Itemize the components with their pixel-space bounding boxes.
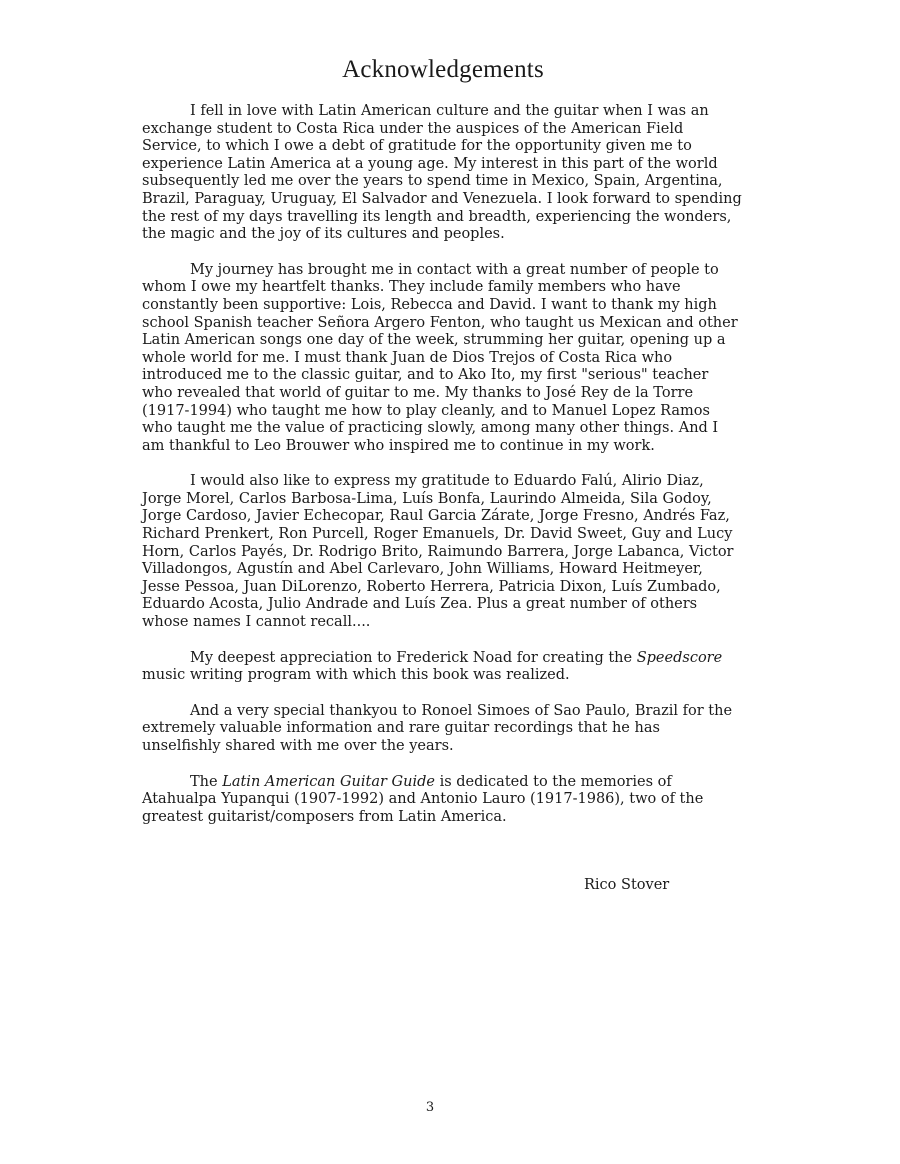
book-title: Latin American Guitar Guide [222, 773, 435, 790]
page-number: 3 [425, 1100, 435, 1115]
paragraph-intro: I fell in love with Latin American culture and the guitar when I was an exchange student to Costa Rica under the auspices of the American Field Service, to which I owe a debt of gratitude for the opportunity given me to experience Latin America at a young age. My interest in this part of the world subsequently led me over the years to spend time in Mexico, Spain, Argentina, Brazil, Paraguay, Uruguay, El Salvador and Venezuela. I look forward to spending the rest of my days travelling its length and breadth, experiencing the wonders, the magic and the joy of its cultures and peoples. [142, 103, 742, 243]
paragraph-special-thanks: And a very special thankyou to Ronoel Simoes of Sao Paulo, Brazil for the extremely valuable information and rare guitar recordings that he has unselfishly shared with me over the years. [142, 702, 733, 754]
paragraph-speedscore [142, 650, 742, 685]
paragraph-gratitude: I would also like to express my gratitude to Eduardo Falú, Alirio Diaz, Jorge Morel, Carlos Barbosa-Lima, Luís Bonfa, Laurindo Almeida, Sila Godoy, Jorge Cardoso, Javier Echecopar, Raul Garcia Zárate, Jorge Fresno, Andrés Faz, Richard Prenkert, Ron Purcell, Roger Emanuels, Dr. David Sweet, Guy and Lucy Horn, Carlos Payés, Dr. Rodrigo Brito, Raimundo Barrera, Jorge Labanca, Victor Villadongos, Agustín and Abel Carlevaro, John Williams, Howard Heitmeyer, Jesse Pessoa, Juan DiLorenzo, Roberto Herrera, Patricia Dixon, Luís Zumbado, Eduardo Acosta, Julio Andrade and Luís Zea. Plus a great number of others whose names I cannot recall.... [142, 473, 734, 631]
signature: Rico Stover [584, 877, 670, 893]
paragraph-journey: My journey has brought me in contact with a great number of people to whom I owe my heartfelt thanks. They include family members who have constantly been supportive: Lois, Rebecca and David. I want to thank my high school Spanish teacher Señora Argero Fenton, who taught us Mexican and other Latin American songs one day of the week, strumming her guitar, opening up a whole world for me. I must thank Juan de Dios Trejos of Costa Rica who introduced me to the classic guitar, and to Ako Ito, my first "serious" teacher who revealed that world of guitar to me. My thanks to José Rey de la Torre (1917-1994) who taught me how to play cleanly, and to Manuel Lopez Ramos who taught me the value of practicing slowly, among many other things. And I am thankful to Leo Brouwer who inspired me to continue in my work. [142, 261, 738, 454]
speedscore-title: Speedscore [636, 649, 723, 666]
paragraph-dedication [142, 774, 742, 827]
paragraph-speedscore-before: My deepest appreciation to Frederick Noad for creating the [190, 649, 637, 666]
paragraph-dedication-after: is dedicated to the memories of Atahualpa Yupanqui (1907-1992) and Antonio Lauro (1917-1986), two of the greatest guitarist/composers from Latin America. [142, 773, 704, 825]
body-text [142, 103, 742, 844]
paragraph-dedication-before: The [190, 773, 223, 790]
page-title: Acknowledgements [342, 56, 544, 83]
paragraph-speedscore-after: music writing program with which this book was realized. [142, 667, 570, 684]
